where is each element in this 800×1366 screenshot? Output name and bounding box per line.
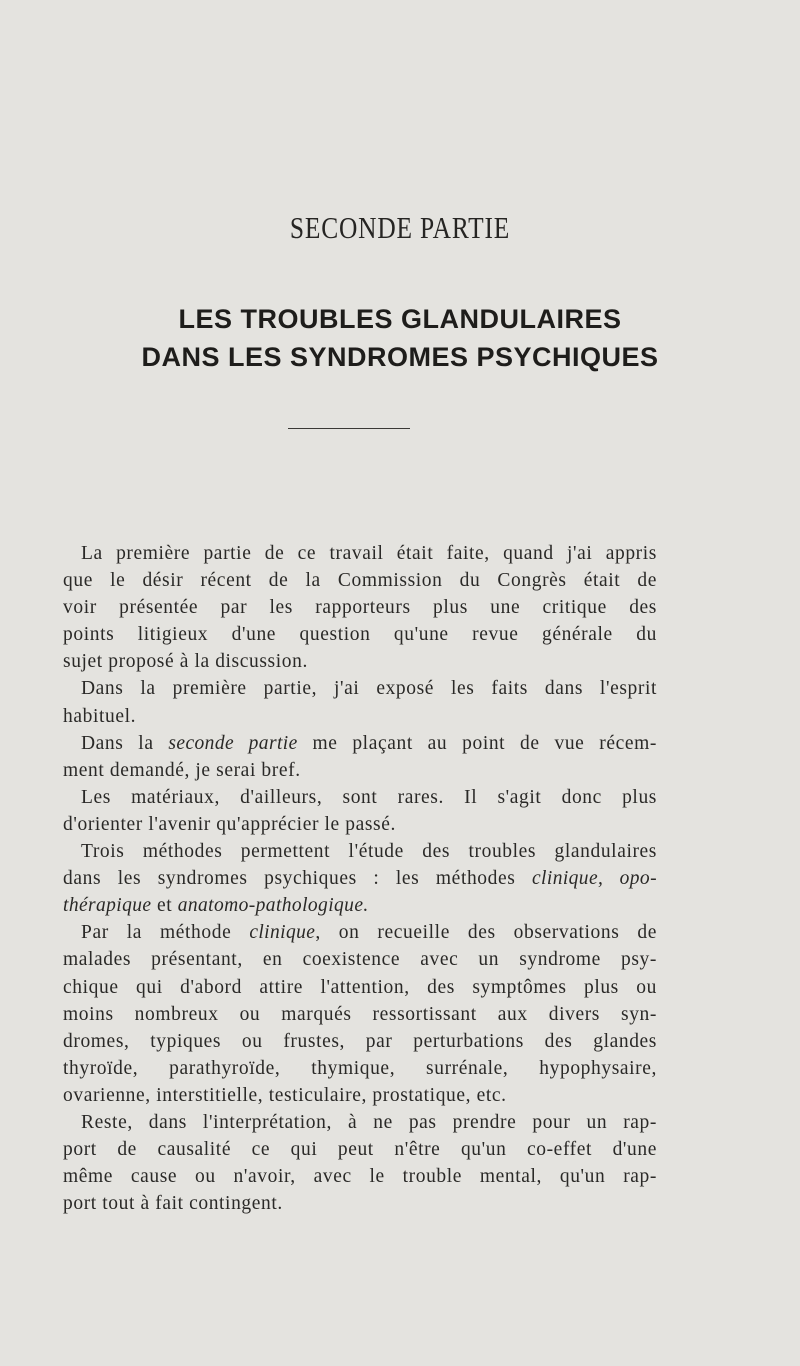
text-line: Les matériaux, d'ailleurs, sont rares. Il s'agit donc plus	[81, 786, 657, 808]
text-run: dans les syndromes psychiques : les méthodes	[63, 868, 532, 890]
text-line: que le désir récent de la Commission du Congrès était de	[63, 570, 657, 592]
body-text	[63, 540, 657, 1217]
text-line	[63, 865, 657, 892]
text-line	[63, 892, 657, 919]
chapter-title-line-1: LES TROUBLES GLANDULAIRES	[178, 304, 622, 334]
paragraph-7	[63, 1109, 657, 1217]
paragraph-3	[63, 730, 657, 784]
part-title: SECONDE PARTIE	[289, 210, 511, 245]
text-run: et	[151, 895, 178, 917]
text-line	[63, 919, 657, 946]
text-line: ovarienne, interstitielle, testiculaire, prostatique, etc.	[63, 1084, 507, 1106]
text-line: thyroïde, parathyroïde, thymique, surrénale, hypophysaire,	[63, 1057, 657, 1079]
text-line: Dans la première partie, j'ai exposé les faits dans l'esprit	[81, 678, 657, 700]
text-line: Trois méthodes permettent l'étude des troubles glandulaires	[81, 841, 657, 863]
text-line: voir présentée par les rapporteurs plus une critique des	[63, 597, 657, 619]
italic-run: seconde partie	[168, 732, 298, 754]
text-line: d'orienter l'avenir qu'apprécier le passé.	[63, 813, 396, 835]
text-run: me plaçant au point de vue récem-	[297, 732, 657, 754]
text-run: , on recueille des observations de	[315, 922, 658, 944]
chapter-title-line-2: DANS LES SYNDROMES PSYCHIQUES	[141, 342, 659, 372]
paragraph-1	[63, 540, 657, 675]
text-line: sujet proposé à la discussion.	[63, 651, 308, 673]
text-line: Reste, dans l'interprétation, à ne pas prendre pour un rap-	[81, 1111, 657, 1133]
text-line: La première partie de ce travail était faite, quand j'ai appris	[81, 543, 657, 564]
text-line: chique qui d'abord attire l'attention, des symptômes plus ou	[63, 976, 657, 998]
text-line: moins nombreux ou marqués ressortissant aux divers syn-	[63, 1003, 657, 1025]
section-divider	[288, 428, 410, 429]
chapter-title	[0, 300, 800, 376]
text-line	[63, 730, 657, 757]
paragraph-2	[63, 675, 657, 729]
paragraph-5	[63, 838, 657, 919]
text-line: port de causalité ce qui peut n'être qu'un co-effet d'une	[63, 1139, 657, 1161]
text-run: Dans la	[81, 732, 169, 754]
text-line: habituel.	[63, 705, 137, 727]
text-line: port tout à fait contingent.	[63, 1193, 283, 1215]
text-line: malades présentant, en coexistence avec un syndrome psy-	[63, 949, 657, 971]
text-line: dromes, typiques ou frustes, par perturbations des glandes	[63, 1030, 657, 1052]
italic-run: clinique	[249, 922, 316, 944]
paragraph-4	[63, 784, 657, 838]
italic-run: anatomo-pathologique.	[177, 895, 369, 917]
text-line: même cause ou n'avoir, avec le trouble mental, qu'un rap-	[63, 1166, 657, 1188]
text-line: ment demandé, je serai bref.	[63, 759, 301, 781]
text-line: points litigieux d'une question qu'une revue générale du	[63, 624, 657, 646]
italic-run: clinique, opo-	[532, 868, 657, 890]
paragraph-6	[63, 919, 657, 1109]
italic-run: thérapique	[63, 895, 152, 917]
text-run: Par la méthode	[81, 922, 250, 944]
